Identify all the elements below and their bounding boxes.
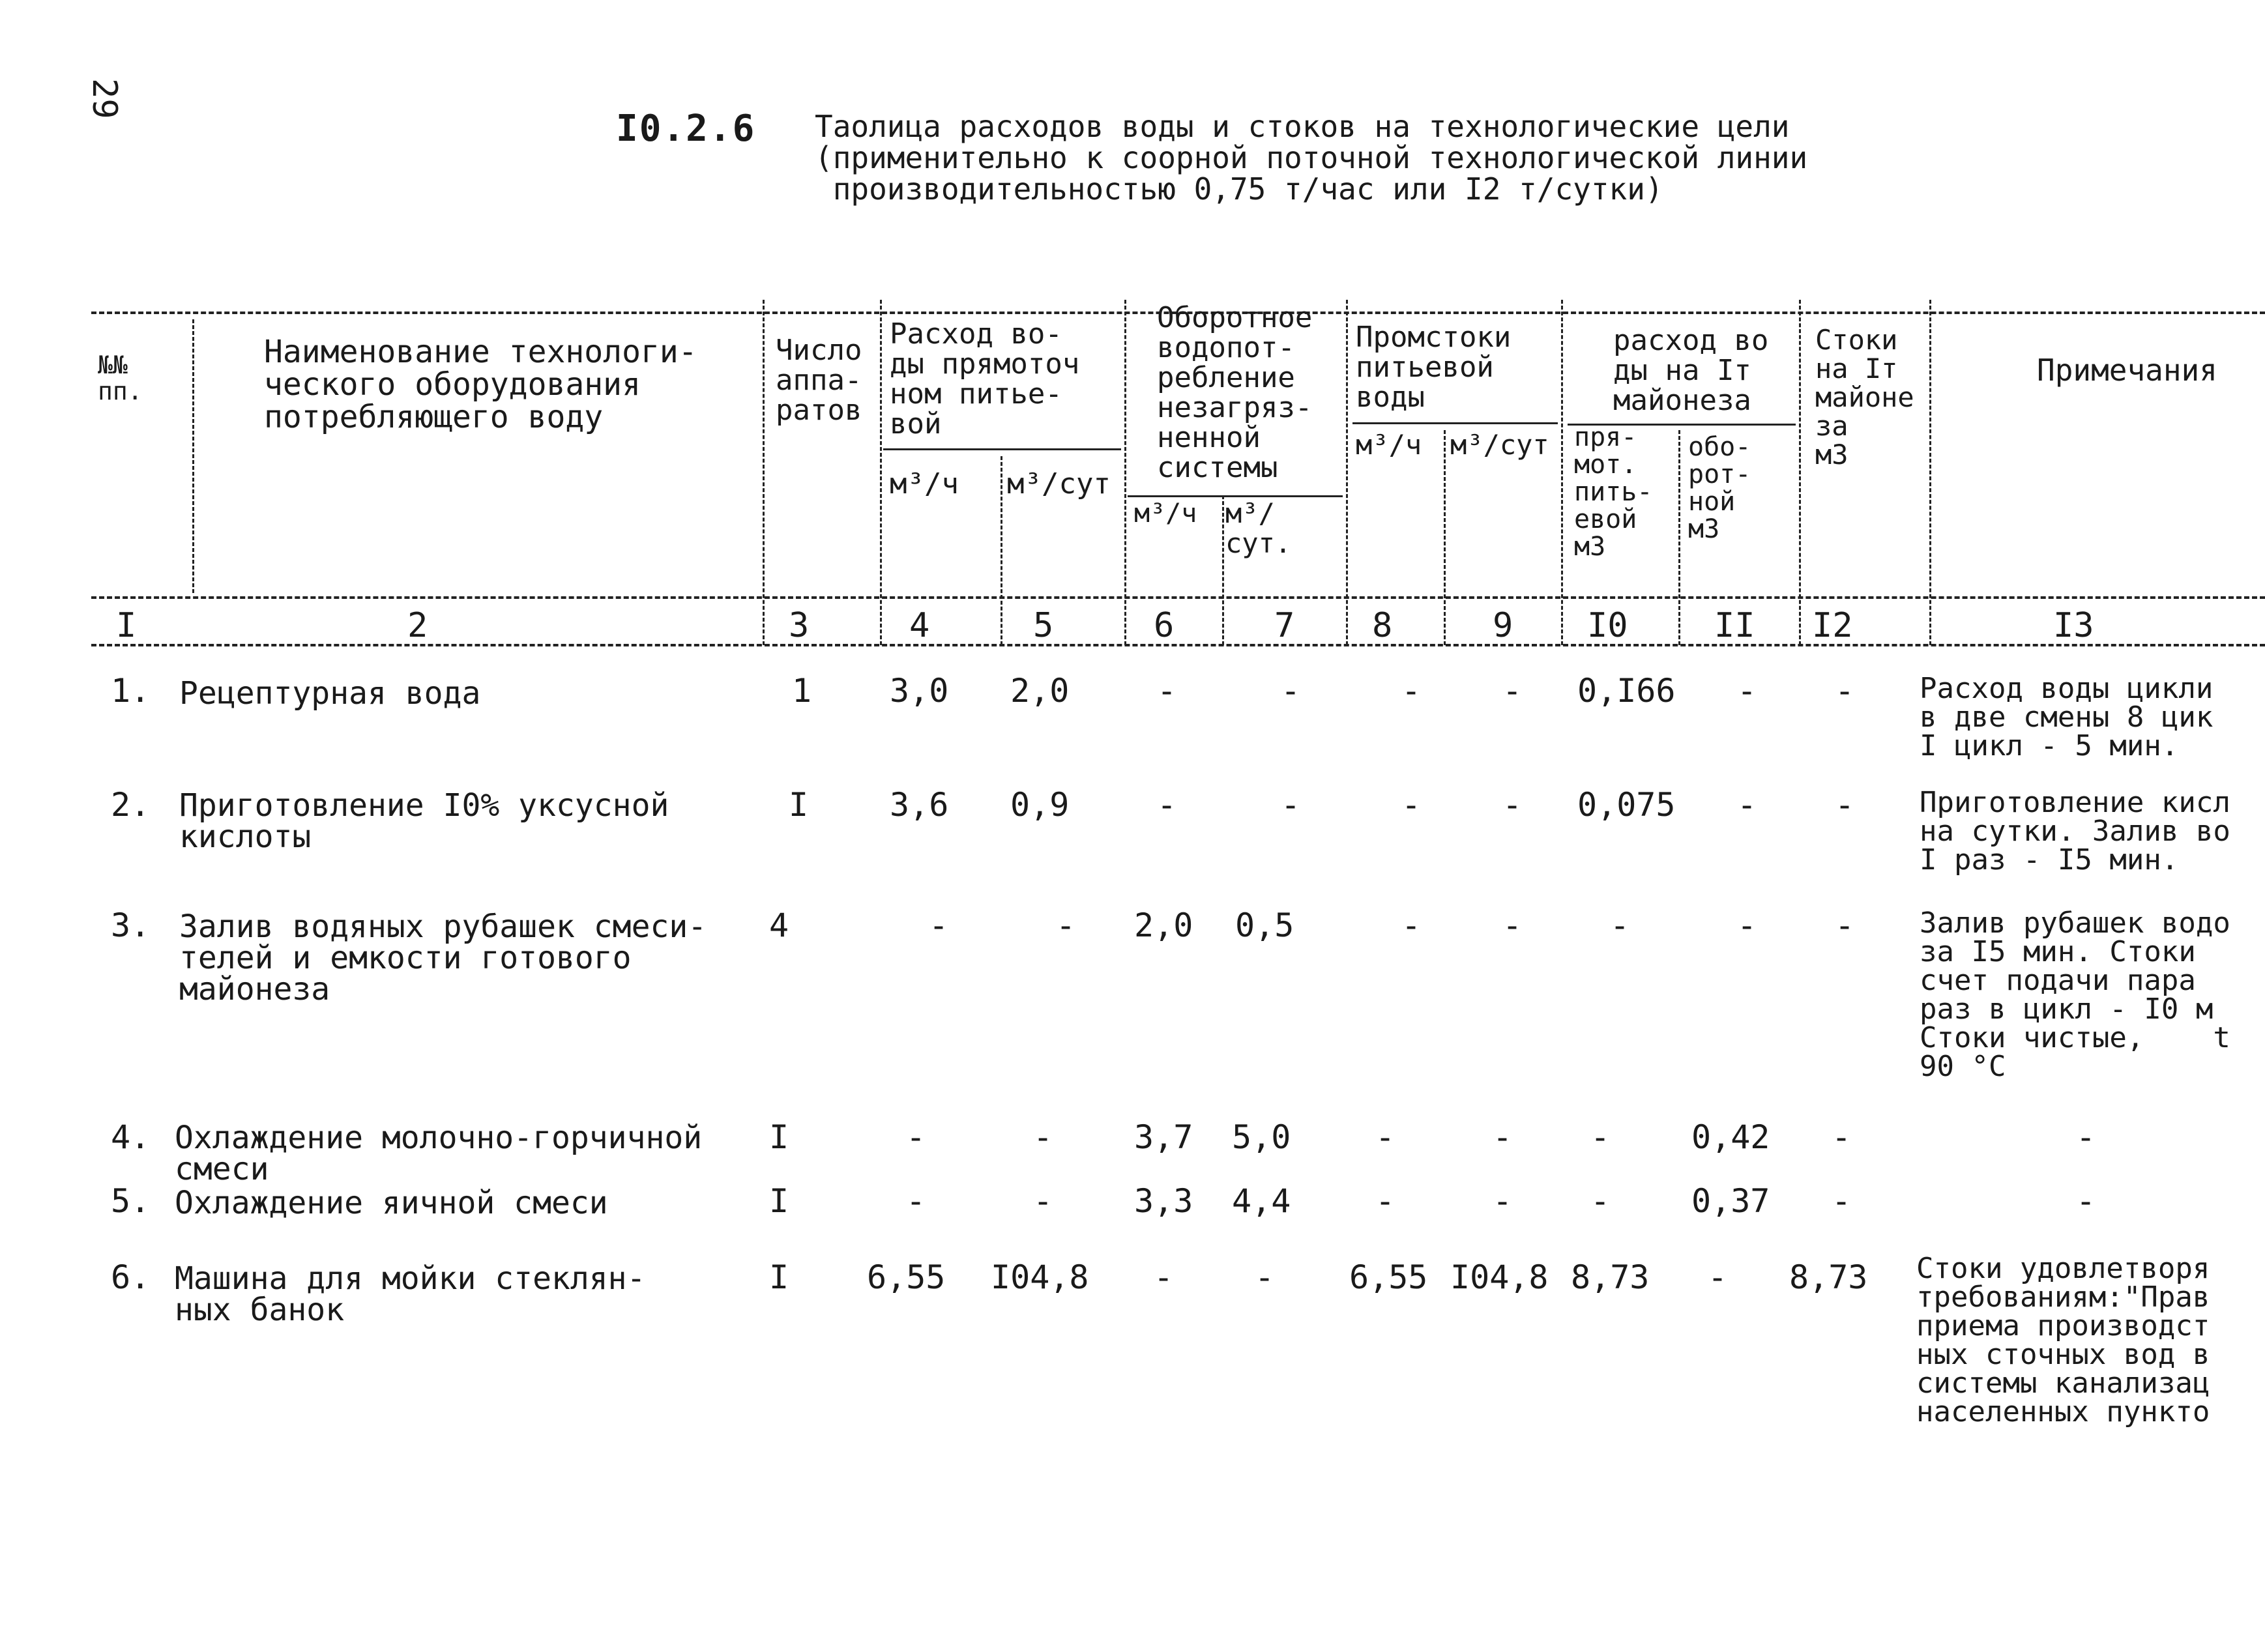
row-circulating-m3day: - xyxy=(1281,672,1301,710)
row-circulating-m3day: 0,5 xyxy=(1235,906,1294,944)
header-col9: м³/сут xyxy=(1450,429,1549,461)
header-col10-11: расход во ды на Iт майонеза xyxy=(1613,324,1769,417)
row-wastewater-m3day: - xyxy=(1502,906,1523,944)
row-number: 1. xyxy=(111,672,151,710)
row-apparatus-count: I xyxy=(789,786,809,824)
row-effluent-per-ton: - xyxy=(1832,1182,1852,1220)
header-col4: м³/ч xyxy=(890,467,959,500)
row-equipment-name: Машина для мойки стеклян- ных банок xyxy=(175,1260,646,1328)
col-divider xyxy=(880,300,882,645)
row-direct-flow-m3day: 0,9 xyxy=(1010,786,1070,824)
colnum-10: I0 xyxy=(1587,606,1628,645)
row-apparatus-count: I xyxy=(769,1258,789,1296)
row-wastewater-m3day: I04,8 xyxy=(1450,1258,1549,1296)
row-direct-flow-m3h: - xyxy=(906,1182,926,1220)
row-circulating-per-ton: - xyxy=(1737,672,1757,710)
row-number: 5. xyxy=(111,1182,151,1220)
row-wastewater-m3h: - xyxy=(1375,1182,1396,1220)
col-divider xyxy=(1444,430,1446,645)
section-number: I0.2.6 xyxy=(616,108,756,150)
row-circulating-m3h: - xyxy=(1154,1258,1174,1296)
header-col3: Число аппа- ратов xyxy=(776,334,862,427)
colnum-11: II xyxy=(1714,606,1755,645)
header-col6: м³/ч xyxy=(1134,499,1197,529)
row-note: Расход воды цикли в две смены 8 цик I цикл - 5 мин. xyxy=(1920,672,2214,762)
row-equipment-name: Залив водяных рубашек смеси- телей и емкости готового майонеза xyxy=(179,908,707,1007)
row-number: 3. xyxy=(111,906,151,944)
colnum-8: 8 xyxy=(1372,606,1393,645)
header-col8-9: Промстоки питьевой воды xyxy=(1356,321,1512,414)
col-divider xyxy=(1124,300,1126,645)
col-divider xyxy=(1222,495,1224,645)
header-col8: м³/ч xyxy=(1356,429,1422,461)
row-circulating-m3day: 5,0 xyxy=(1232,1118,1291,1156)
row-circulating-per-ton: - xyxy=(1737,906,1757,944)
row-wastewater-m3h: 6,55 xyxy=(1349,1258,1428,1296)
row-wastewater-m3day: - xyxy=(1502,672,1523,710)
row-direct-per-ton: - xyxy=(1610,906,1630,944)
col-divider xyxy=(1561,300,1563,645)
row-direct-flow-m3h: - xyxy=(906,1118,926,1156)
table-title: Таолица расходов воды и стоков на технологические цели (применительно к соорной поточной технологической линии производительностью 0,75 т/час или I2 т/сутки) xyxy=(815,109,1808,207)
header-bottom-rule xyxy=(91,596,2265,599)
row-direct-flow-m3day: I04,8 xyxy=(991,1258,1089,1296)
row-direct-flow-m3day: - xyxy=(1033,1182,1053,1220)
colnum-6: 6 xyxy=(1154,606,1175,645)
row-circulating-m3h: 2,0 xyxy=(1134,906,1193,944)
row-circulating-m3h: - xyxy=(1157,672,1177,710)
header-col6-7: Оборотное водопот- ребление незагряз- ненной системы xyxy=(1157,301,1313,484)
row-apparatus-count: 1 xyxy=(792,672,812,710)
row-number: 6. xyxy=(111,1258,151,1296)
row-direct-flow-m3day: 2,0 xyxy=(1010,672,1070,710)
row-equipment-name: Охлаждение молочно-горчичной смеси xyxy=(175,1120,703,1187)
colnum-4: 4 xyxy=(909,606,930,645)
row-effluent-per-ton: 8,73 xyxy=(1789,1258,1868,1296)
row-direct-flow-m3h: 6,55 xyxy=(867,1258,946,1296)
col-divider xyxy=(763,300,765,645)
row-wastewater-m3day: - xyxy=(1493,1118,1513,1156)
row-wastewater-m3day: - xyxy=(1493,1182,1513,1220)
colnum-7: 7 xyxy=(1274,606,1295,645)
header-col13: Примечания xyxy=(2037,353,2217,388)
row-direct-per-ton: 0,075 xyxy=(1577,786,1676,824)
row-direct-flow-m3h: - xyxy=(929,906,949,944)
row-direct-per-ton: 0,I66 xyxy=(1577,672,1676,710)
row-equipment-name: Охлаждение яичной смеси xyxy=(175,1185,608,1221)
row-wastewater-m3h: - xyxy=(1375,1118,1396,1156)
row-circulating-per-ton: - xyxy=(1708,1258,1728,1296)
row-circulating-m3day: 4,4 xyxy=(1232,1182,1291,1220)
page-number: 29 xyxy=(85,78,124,119)
row-circulating-per-ton: - xyxy=(1737,786,1757,824)
row-circulating-per-ton: 0,42 xyxy=(1691,1118,1770,1156)
row-apparatus-count: I xyxy=(769,1182,789,1220)
subheader-rule xyxy=(883,448,1121,450)
row-direct-flow-m3h: 3,6 xyxy=(890,786,949,824)
col-divider xyxy=(1001,456,1002,645)
row-circulating-m3day: - xyxy=(1281,786,1301,824)
row-effluent-per-ton: - xyxy=(1835,906,1855,944)
row-direct-flow-m3day: - xyxy=(1056,906,1076,944)
row-apparatus-count: I xyxy=(769,1118,789,1156)
col-divider xyxy=(1799,300,1801,645)
header-col4-5: Расход во- ды прямоточ ном питье- вой xyxy=(890,317,1080,441)
header-col5: м³/сут xyxy=(1007,467,1111,500)
colnum-12: I2 xyxy=(1812,606,1853,645)
row-note: Стоки удовлетворя требованиям:"Прав приема производст ных сточных вод в системы канализац населенных пункто xyxy=(1916,1252,2210,1428)
row-circulating-m3day: - xyxy=(1255,1258,1275,1296)
row-equipment-name: Приготовление I0% уксусной кислоты xyxy=(179,787,669,855)
row-circulating-m3h: 3,7 xyxy=(1134,1118,1193,1156)
row-wastewater-m3h: - xyxy=(1401,906,1422,944)
colnum-2: 2 xyxy=(407,606,428,645)
row-circulating-m3h: - xyxy=(1157,786,1177,824)
subheader-rule xyxy=(1352,422,1558,424)
row-circulating-per-ton: 0,37 xyxy=(1691,1182,1770,1220)
colnum-5: 5 xyxy=(1033,606,1054,645)
row-direct-per-ton: 8,73 xyxy=(1571,1258,1650,1296)
row-effluent-per-ton: - xyxy=(1835,672,1855,710)
colnum-9: 9 xyxy=(1493,606,1513,645)
row-wastewater-m3day: - xyxy=(1502,786,1523,824)
header-col7: м³/ сут. xyxy=(1225,497,1292,559)
row-apparatus-count: 4 xyxy=(769,906,789,944)
row-wastewater-m3h: - xyxy=(1401,672,1422,710)
row-effluent-per-ton: - xyxy=(1832,1118,1852,1156)
row-equipment-name: Рецептурная вода xyxy=(179,675,481,712)
row-note: Залив рубашек водо за I5 мин. Стоки счет подачи пара раз в цикл - I0 м Стоки чистые, t 90 °C xyxy=(1920,906,2230,1083)
col-divider xyxy=(192,319,194,593)
header-col1: №№ пп. xyxy=(98,351,143,405)
row-direct-per-ton: - xyxy=(1590,1182,1611,1220)
row-effluent-per-ton: - xyxy=(1835,786,1855,824)
row-number: 2. xyxy=(111,786,151,824)
row-circulating-m3h: 3,3 xyxy=(1134,1182,1193,1220)
header-col2: Наименование технологи- ческого оборудования потребляющего воду xyxy=(264,334,697,435)
header-col10: пря- мот. пить- евой м3 xyxy=(1574,422,1653,562)
colnum-3: 3 xyxy=(789,606,810,645)
row-note: Приготовление кисл на сутки. Залив во I раз - I5 мин. xyxy=(1920,786,2230,877)
row-wastewater-m3h: - xyxy=(1401,786,1422,824)
col-divider xyxy=(1929,300,1931,645)
row-number: 4. xyxy=(111,1118,151,1156)
row-direct-flow-m3h: 3,0 xyxy=(890,672,949,710)
row-direct-flow-m3day: - xyxy=(1033,1118,1053,1156)
col-divider xyxy=(1678,430,1680,645)
row-note: - xyxy=(2076,1182,2096,1220)
row-direct-per-ton: - xyxy=(1590,1118,1611,1156)
row-note: - xyxy=(2076,1118,2096,1156)
colnum-13: I3 xyxy=(2053,606,2094,645)
header-col12: Стоки на Iт майоне за м3 xyxy=(1815,324,1914,471)
header-col11: обо- рот- ной м3 xyxy=(1688,432,1751,544)
col-divider xyxy=(1346,300,1348,645)
colnum-1: I xyxy=(116,606,137,645)
